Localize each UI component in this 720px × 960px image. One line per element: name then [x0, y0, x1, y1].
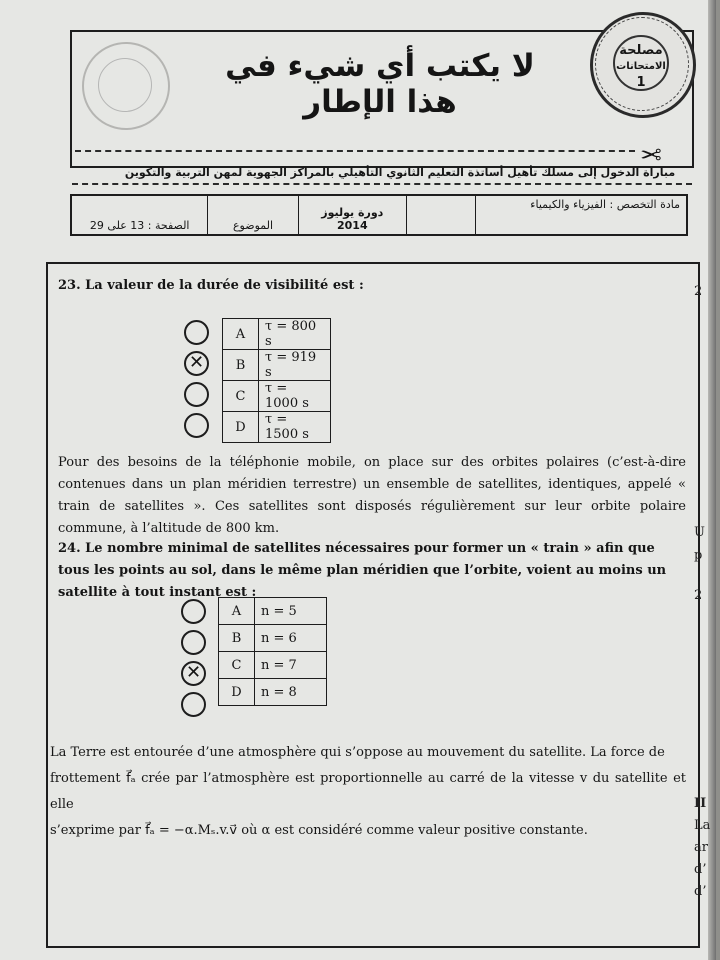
seal-line-1: مصلحة: [619, 43, 663, 58]
context-line-1: La Terre est entourée d’une atmosphère qui s’oppose au mouvement du satellite. La force de: [50, 745, 665, 760]
option-letter: A: [219, 598, 255, 625]
answer-bubble-24c[interactable]: ✕: [181, 661, 206, 686]
answer-table-24: [218, 597, 327, 706]
option-letter: B: [223, 350, 259, 381]
next-page-text: II: [694, 796, 707, 811]
next-page-text: d’: [694, 884, 707, 899]
option-row: [219, 652, 327, 679]
page-number-cell: الصفحة : 13 على 29: [71, 195, 208, 235]
next-page-q-number: 2: [694, 284, 703, 299]
option-row: [219, 625, 327, 652]
next-page-text: U: [694, 525, 705, 540]
option-value: n = 7: [255, 652, 327, 679]
option-row: [223, 319, 331, 350]
option-letter: B: [219, 625, 255, 652]
next-page-text: La: [694, 818, 711, 833]
answer-bubble-23a[interactable]: [184, 320, 209, 345]
next-page-text: ar: [694, 840, 708, 855]
answer-bubble-24d[interactable]: [181, 692, 206, 717]
option-letter: D: [223, 412, 259, 443]
option-value: n = 6: [255, 625, 327, 652]
page-edge: [708, 0, 716, 960]
answer-bubble-23b[interactable]: ✕: [184, 351, 209, 376]
answer-table-23: [222, 318, 331, 443]
session-cell: دورة يوليوز 2014: [298, 195, 406, 235]
context-paragraph-1: Pour des besoins de la téléphonie mobile, on place sur des orbites polaires (c’est-à-dire contenues dans un plan méridien terrestre) un ensemble de satellites, identiques, appelé « train de satellites ». Ces satellites sont disposés régulièrement sur leur orbite polaire commune, à l’altitude de 800 km.: [58, 455, 686, 536]
question-23: 23. La valeur de la durée de visibilité est :: [58, 278, 364, 293]
option-value: τ = 1000 s: [259, 381, 331, 412]
no-write-banner: لا يكتب أي شيء في هذا الإطار: [225, 48, 535, 120]
subject-cell: مادة التخصص : الفيزياء والكيمياء: [475, 195, 687, 235]
question-24: 24. Le nombre minimal de satellites nécessaires pour former un « train » afin que tous les points au sol, dans le même plan méridien que l’orbite, voient au moins un satellite à tout instant est :: [58, 541, 667, 600]
question-frame: [46, 262, 700, 948]
next-page-text: d’: [694, 862, 707, 877]
cut-line: [75, 150, 635, 152]
exam-title: مباراة الدخول إلى مسلك تأهيل أساتذة التعليم الثانوي التأهيلي بالمراكز الجهوية لمهن التربية والتكوين: [124, 166, 676, 179]
scissors-icon: ✂: [640, 138, 662, 168]
option-row: [223, 412, 331, 443]
option-value: τ = 1500 s: [259, 412, 331, 443]
option-letter: C: [223, 381, 259, 412]
next-page-text: p: [694, 548, 703, 563]
answer-bubble-23c[interactable]: [184, 382, 209, 407]
context-paragraph-2: [50, 740, 686, 844]
seal-line-2: الامتحانات: [616, 61, 666, 72]
seal-line-3: 1: [636, 75, 646, 90]
faded-stamp-center: [98, 58, 152, 112]
option-letter: D: [219, 679, 255, 706]
answer-bubble-24b[interactable]: [181, 630, 206, 655]
seal-center: [613, 35, 669, 91]
blank-cell: [406, 195, 475, 235]
option-row: [219, 679, 327, 706]
option-letter: A: [223, 319, 259, 350]
topic-cell: الموضوع: [208, 195, 298, 235]
option-value: n = 8: [255, 679, 327, 706]
option-value: τ = 800 s: [259, 319, 331, 350]
option-value: τ = 919 s: [259, 350, 331, 381]
cut-line-lower: [72, 183, 692, 185]
option-value: n = 5: [255, 598, 327, 625]
answer-bubble-23d[interactable]: [184, 413, 209, 438]
faded-stamp: [82, 42, 170, 130]
context-line-2: frottement f⃗ₐ crée par l’atmosphère est proportionnelle au carré de la vitesse v du satellite et elle: [50, 771, 686, 812]
option-letter: C: [219, 652, 255, 679]
exam-info-table: [70, 194, 688, 236]
context-line-3: s’exprime par f⃗ₐ = −α.Mₛ.v.v⃗ où α est considéré comme valeur positive constante.: [50, 823, 588, 838]
next-page-q-number: 2: [694, 588, 703, 603]
option-row: [223, 381, 331, 412]
answer-bubble-24a[interactable]: [181, 599, 206, 624]
exam-office-seal: [590, 12, 696, 118]
option-row: [219, 598, 327, 625]
option-row: [223, 350, 331, 381]
